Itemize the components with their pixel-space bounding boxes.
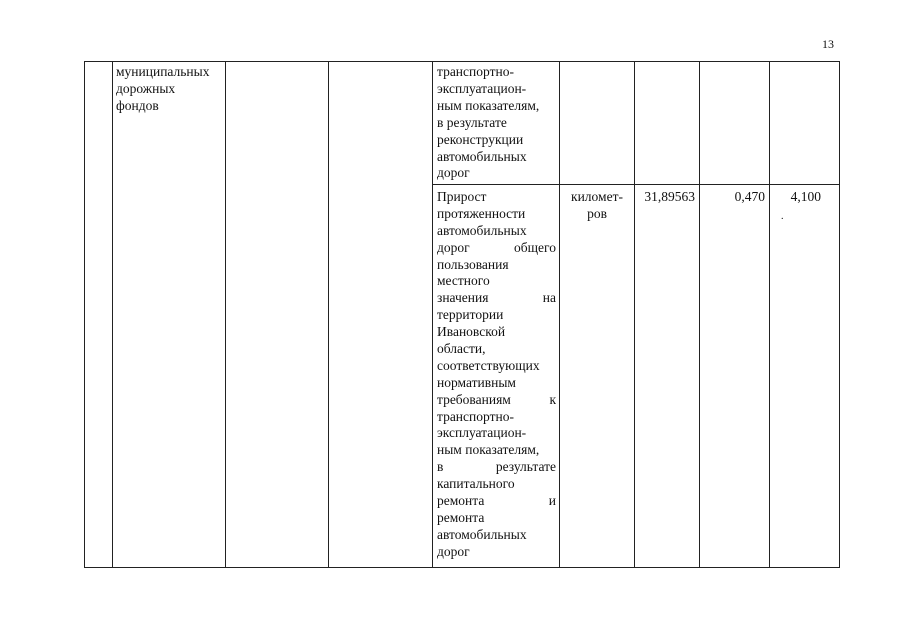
column-divider bbox=[225, 61, 226, 568]
indicator-line: дорог общего bbox=[437, 239, 556, 255]
indicator-line: пользования bbox=[437, 256, 509, 272]
indicator-line: значения на bbox=[437, 290, 556, 306]
indicator-line: ремонта bbox=[437, 509, 485, 525]
column-divider bbox=[769, 61, 770, 568]
indicator-line: нормативным bbox=[437, 374, 516, 390]
indicator-line: в результате bbox=[437, 459, 556, 475]
indicator-line: требованиям к bbox=[437, 391, 556, 407]
capital-repair-indicator-text bbox=[437, 189, 556, 561]
value-cell-1: 31,89563 bbox=[644, 189, 695, 204]
indicator-line: местного bbox=[437, 273, 490, 289]
column-divider bbox=[634, 61, 635, 568]
indicator-line: капитального bbox=[437, 476, 515, 492]
indicator-line: протяженности bbox=[437, 205, 526, 221]
indicator-line: автомобильных bbox=[437, 222, 527, 238]
column-divider bbox=[112, 61, 113, 568]
value-cell-2: 0,470 bbox=[734, 189, 765, 204]
value-cell-3: 4,100 bbox=[790, 189, 821, 204]
column-divider bbox=[699, 61, 700, 568]
unit-cell-text: километ- ров bbox=[571, 189, 623, 221]
column-divider bbox=[559, 61, 560, 568]
column-divider bbox=[432, 61, 433, 568]
indicator-line: территории bbox=[437, 307, 504, 323]
indicator-line: Ивановской bbox=[437, 324, 506, 340]
stray-mark: . bbox=[781, 211, 784, 222]
indicator-line: области, bbox=[437, 341, 486, 357]
indicator-line: Прирост bbox=[437, 189, 487, 204]
indicator-line: ремонта и bbox=[437, 493, 556, 509]
indicator-line: дорог bbox=[437, 543, 470, 559]
indicator-line: транспортно- bbox=[437, 408, 514, 424]
row-divider bbox=[432, 184, 840, 185]
indicator-line: эксплуатацион- bbox=[437, 425, 527, 441]
indicator-line: автомобильных bbox=[437, 526, 527, 542]
funds-cell-text: муниципальных дорожных фондов bbox=[116, 64, 210, 113]
column-divider bbox=[328, 61, 329, 568]
reconstruction-indicator-text: транспортно- эксплуатацион- ным показателям, в результате реконструкции автомобильных дорог bbox=[437, 64, 540, 181]
indicator-line: соответствующих bbox=[437, 357, 540, 373]
page-number: 13 bbox=[822, 37, 834, 51]
indicator-line: ным показателям, bbox=[437, 442, 540, 458]
